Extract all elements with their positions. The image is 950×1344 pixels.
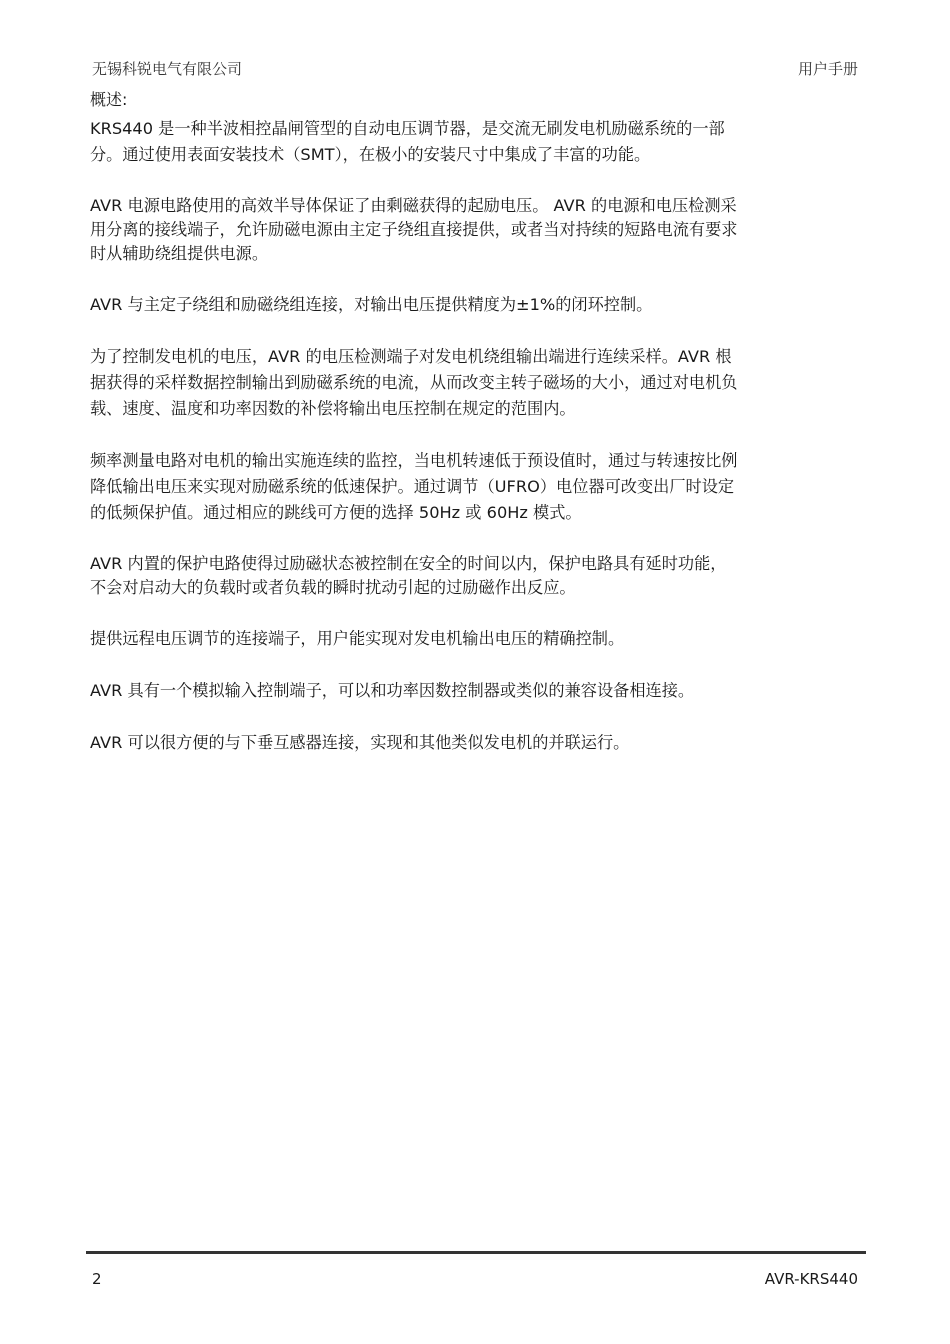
paragraph-line: 用分离的接线端子，允许励磁电源由主定子绕组直接提供，或者当对持续的短路电流有要求 — [90, 220, 738, 239]
paragraph-line: 载、速度、温度和功率因数的补偿将输出电压控制在规定的范围内。 — [90, 399, 576, 418]
page-number: 2 — [92, 1270, 102, 1288]
paragraph-line: 为了控制发电机的电压，AVR 的电压检测端子对发电机绕组输出端进行连续采样。AVR 根 — [90, 347, 732, 366]
document-body — [90, 88, 865, 782]
paragraph-7 — [90, 626, 865, 652]
paragraph-line: AVR 可以很方便的与下垂互感器连接，实现和其他类似发电机的并联运行。 — [90, 733, 630, 752]
paragraph-line: AVR 电源电路使用的高效半导体保证了由剩磁获得的起励电压。 AVR 的电源和电压检测采 — [90, 196, 737, 215]
paragraph-line: 不会对启动大的负载时或者负载的瞬时扰动引起的过励磁作出反应。 — [90, 578, 576, 597]
paragraph-line: 频率测量电路对电机的输出实施连续的监控，当电机转速低于预设值时，通过与转速按比例 — [90, 451, 738, 470]
page-header — [92, 58, 858, 82]
paragraph-line: AVR 与主定子绕组和励磁绕组连接，对输出电压提供精度为±1%的闭环控制。 — [90, 295, 653, 314]
paragraph-line: 降低输出电压来实现对励磁系统的低速保护。通过调节（UFRO）电位器可改变出厂时设定 — [90, 477, 735, 496]
paragraph-line: 时从辅助绕组提供电源。 — [90, 244, 269, 263]
paragraph-9 — [90, 730, 865, 756]
paragraph-line: 的低频保护值。通过相应的跳线可方便的选择 50Hz 或 60Hz 模式。 — [90, 503, 582, 522]
company-name: 无锡科锐电气有限公司 — [92, 60, 243, 78]
paragraph-4 — [90, 344, 865, 422]
paragraph-line: 提供远程电压调节的连接端子，用户能实现对发电机输出电压的精确控制。 — [90, 629, 625, 648]
paragraph-5 — [90, 448, 865, 526]
document-type: 用户手册 — [797, 60, 858, 78]
paragraph-line: AVR 内置的保护电路使得过励磁状态被控制在安全的时间以内，保护电路具有延时功能， — [90, 554, 727, 573]
paragraph-2 — [90, 194, 865, 266]
section-title: 概述: — [90, 90, 128, 109]
paragraph-line: AVR 具有一个模拟输入控制端子，可以和功率因数控制器或类似的兼容设备相连接。 — [90, 681, 695, 700]
paragraph-8 — [90, 678, 865, 704]
paragraph-line: 分。通过使用表面安装技术（SMT），在极小的安装尺寸中集成了丰富的功能。 — [90, 145, 651, 164]
model-name: AVR-KRS440 — [764, 1270, 858, 1288]
footer-divider — [86, 1251, 866, 1254]
paragraph-1 — [90, 116, 865, 168]
paragraph-line: KRS440 是一种半波相控晶闸管型的自动电压调节器，是交流无刷发电机励磁系统的一部 — [90, 119, 725, 138]
paragraph-6 — [90, 552, 865, 600]
paragraph-line: 据获得的采样数据控制输出到励磁系统的电流，从而改变主转子磁场的大小，通过对电机负 — [90, 373, 738, 392]
paragraph-3 — [90, 292, 865, 318]
